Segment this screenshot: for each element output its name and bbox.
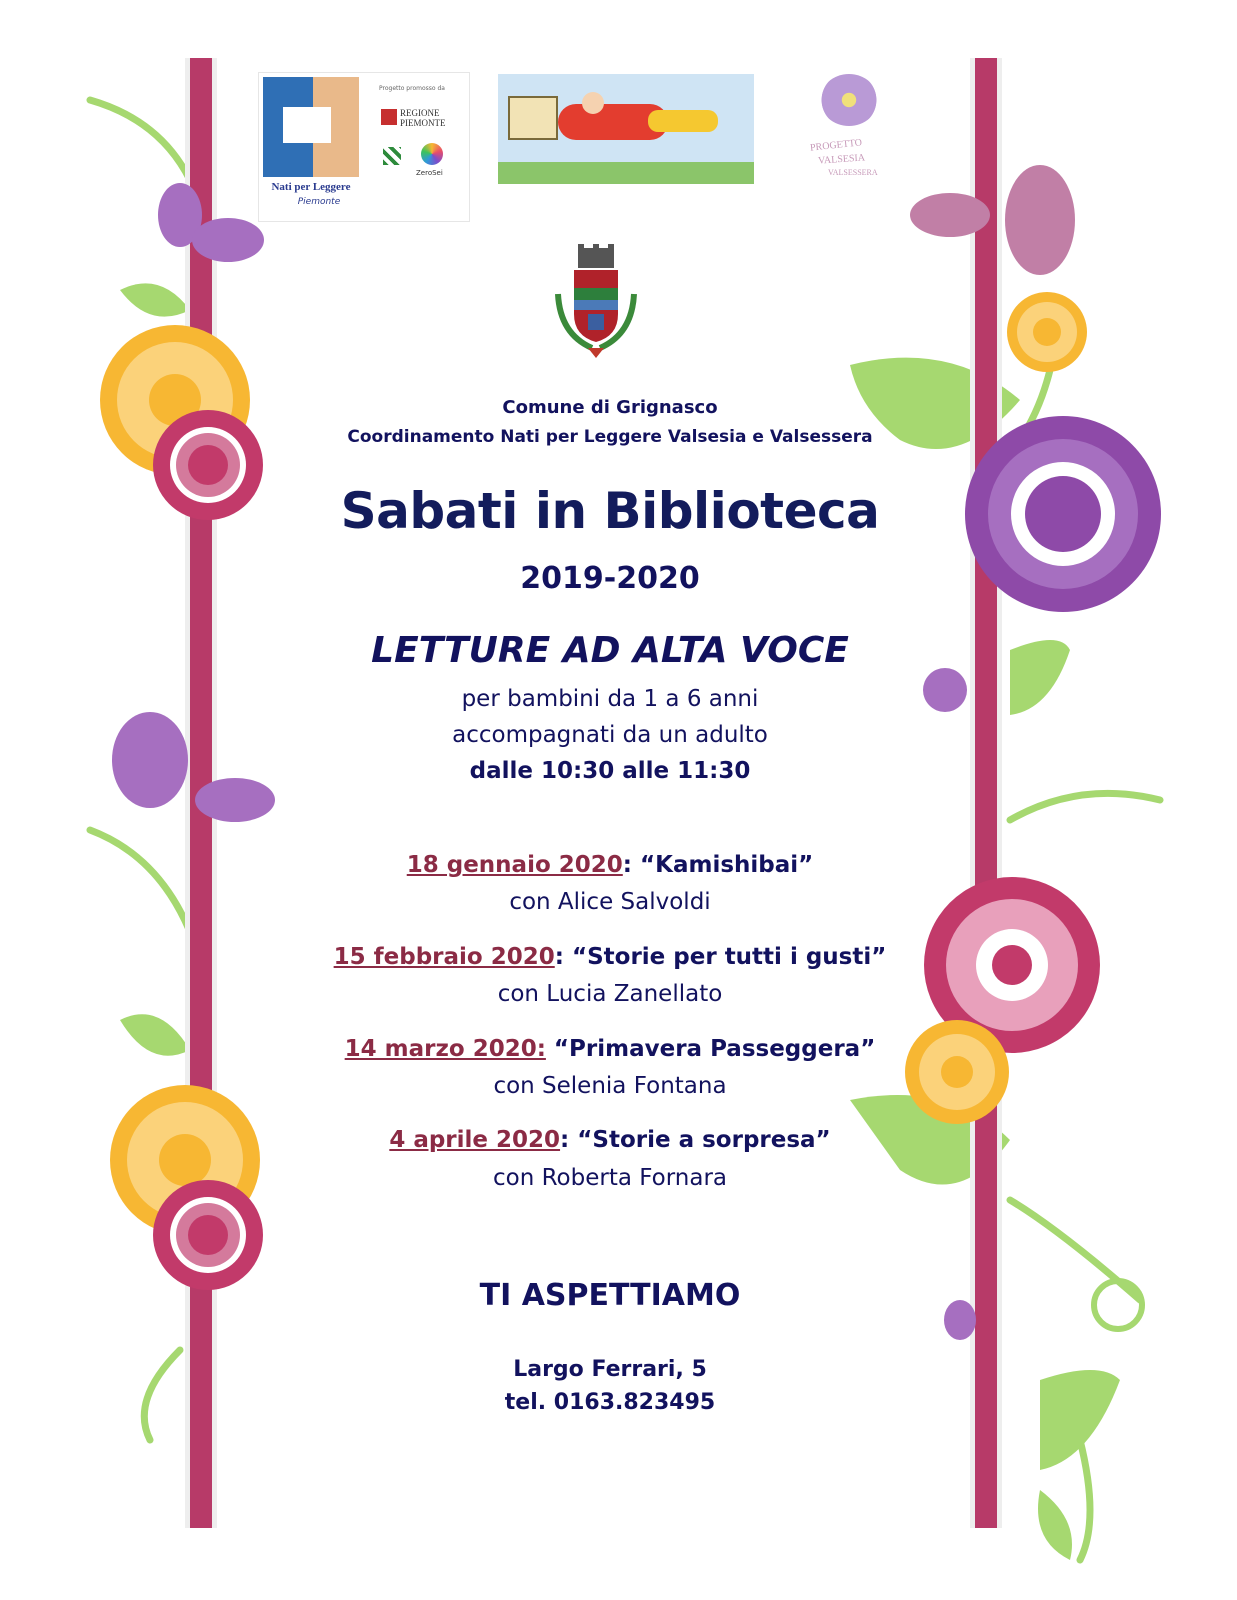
npl-promoted-by: Progetto promosso da: [379, 85, 445, 92]
event-title: “Storie per tutti i gusti”: [571, 944, 887, 970]
event-date: 15 febbraio 2020: [333, 944, 555, 970]
event-item: [300, 944, 920, 970]
comune-name: Comune di Grignasco: [502, 397, 718, 418]
event-title: “Kamishibai”: [640, 852, 814, 878]
event-item: [300, 852, 920, 878]
event-date: 14 marzo 2020:: [344, 1036, 546, 1062]
progetto-line3: VALSESSERA: [828, 168, 878, 177]
event-title: “Storie a sorpresa”: [577, 1127, 831, 1153]
event-hours: dalle 10:30 alle 11:30: [469, 758, 751, 784]
event-sep: :: [622, 852, 641, 878]
event-title: “Primavera Passeggera”: [553, 1036, 876, 1062]
regione-line2: PIEMONTE: [400, 118, 446, 128]
event-host: con Lucia Zanellato: [497, 981, 723, 1007]
regione-line1: REGIONE: [400, 108, 440, 118]
event-host: con Selenia Fontana: [493, 1073, 727, 1099]
event-subtitle: LETTURE AD ALTA VOCE: [371, 630, 849, 671]
event-item: [300, 1036, 920, 1062]
event-host: con Alice Salvoldi: [509, 889, 711, 915]
audience-age: per bambini da 1 a 6 anni: [461, 686, 759, 712]
address: Largo Ferrari, 5: [513, 1357, 707, 1382]
audience-adult: accompagnati da un adulto: [452, 722, 768, 748]
progetto-line1: PROGETTO: [809, 137, 863, 154]
zerosei-label: ZeroSei: [416, 169, 443, 177]
event-date: 4 aprile 2020: [389, 1127, 561, 1153]
event-date: 18 gennaio 2020: [406, 852, 623, 878]
progetto-line2: VALSESIA: [817, 152, 866, 167]
event-item: [300, 1127, 920, 1153]
page-title: Sabati in Biblioteca: [340, 482, 880, 540]
event-host: con Roberta Fornara: [492, 1165, 727, 1191]
season-years: 2019-2020: [520, 561, 700, 596]
npl-logo-label: Nati per Leggere: [271, 181, 351, 193]
coordinamento-name: Coordinamento Nati per Leggere Valsesia e Valsessera: [347, 427, 873, 447]
npl-logo-sub: Piemonte: [297, 197, 341, 207]
event-sep: :: [554, 944, 572, 970]
closing-text: TI ASPETTIAMO: [479, 1278, 741, 1313]
event-sep: :: [560, 1127, 578, 1153]
event-sep: [546, 1036, 554, 1062]
phone-number: tel. 0163.823495: [504, 1390, 716, 1415]
